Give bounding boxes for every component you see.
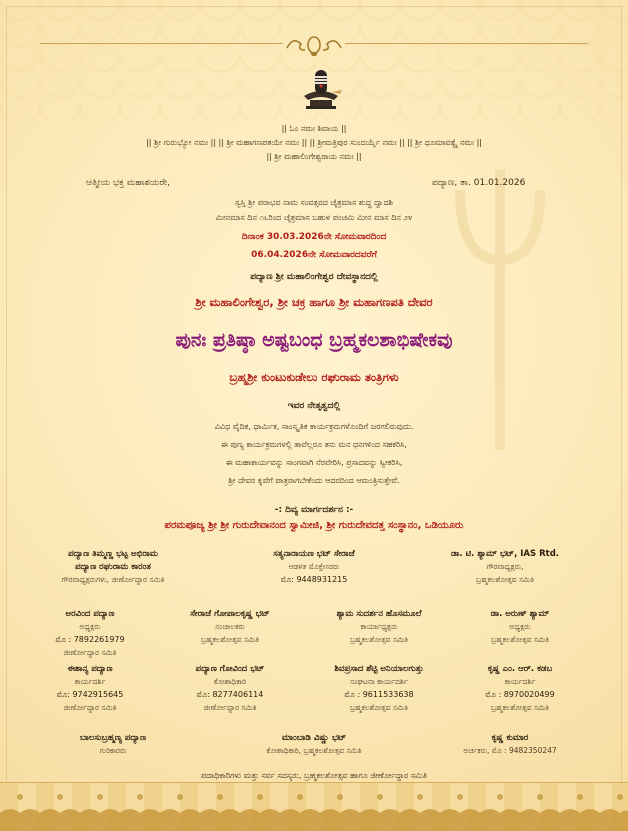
person-committee: ಜೀರ್ಣೋದ್ಧಾರ ಸಮಿತಿ bbox=[63, 703, 117, 712]
person-card bbox=[28, 733, 198, 756]
body-line-2: ಮೀನಮಾಸ ದಿನ ೧೬ರಿಂದ ಚೈತ್ರಮಾಸ ಬಹುಳ ಪಂಚಮಿ ಮೀನ ಮಾಸ ದಿನ ೨೪ bbox=[215, 213, 413, 222]
person-card bbox=[30, 664, 150, 713]
shiva-lingam-icon bbox=[296, 66, 346, 110]
person-role: ಕಾರ್ಯದರ್ಶಿ bbox=[504, 677, 536, 686]
person-role: ಕೋಶಾಧಿಕಾರಿ, ಬ್ರಹ್ಮಕಲಶೋತ್ಸವ ಸಮಿತಿ bbox=[266, 746, 362, 755]
committee-footer: ಪದಾಧಿಕಾರಿಗಳು ಮತ್ತು ಸರ್ವ ಸದಸ್ಯರು, ಬ್ರಹ್ಮಕಲಶೋತ್ಸವ ಹಾಗೂ ಜೀರ್ಣೋದ್ಧಾರ ಸಮಿತಿ bbox=[201, 771, 427, 780]
person-name: ಡಾ. ಟಿ. ಶ್ಯಾಮ್ ಭಟ್, IAS Rtd. bbox=[450, 549, 560, 559]
para-4: ಶ್ರೀ ದೇವರ ಕೃಪೆಗೆ ಪಾತ್ರರಾಗಬೇಕೆಂದು ಆದರದಿಂದ ಆಮಂತ್ರಿಸುತ್ತೇವೆ. bbox=[228, 476, 400, 485]
invocation-line-1: || ಶ್ರೀ ಗುರುಭ್ಯೋ ನಮಃ || || ಶ್ರೀ ಮಹಾಗಣಪತಯೇ ನಮಃ || || ಶ್ರೀಮತ್ರಿಪುರ ಸುಂದರ್ಯೈ ನಮಃ || || ಶ್ರೀ ಧೂಮಾವತ್ಯೈ ನಮಃ || bbox=[146, 138, 482, 147]
leadership-line: ಇವರ ನೇತೃತ್ವದಲ್ಲಿ bbox=[287, 401, 341, 411]
person-committee: ಜೀರ್ಣೋದ್ಧಾರ ಸಮಿತಿ bbox=[63, 648, 117, 657]
body-line-1: ಸ್ವಸ್ತಿ ಶ್ರೀ ಪರಾಭವ ನಾಮ ಸಂವತ್ಸರದ ಚೈತ್ರಮಾಸ ಶುದ್ಧ ದ್ವಾದಶಿ bbox=[234, 198, 394, 207]
person-phone: ಮೊ: 9448931215 bbox=[280, 575, 348, 584]
person-committee: ಬ್ರಹ್ಮಕಲಶೋತ್ಸವ ಸಮಿತಿ bbox=[349, 703, 409, 712]
person-card bbox=[425, 733, 595, 756]
person-committee: ಬ್ರಹ್ಮಕಲಶೋತ್ಸವ ಸಮಿತಿ bbox=[475, 575, 535, 584]
kalasha-ornament-icon bbox=[283, 30, 345, 58]
event-title: ಪುನಃ ಪ್ರತಿಷ್ಠಾ ಅಷ್ಟಬಂಧ ಬ್ರಹ್ಮಕಲಶಾಭಿಷೇಕವು bbox=[175, 329, 453, 351]
guidance-label: -: ದಿವ್ಯ ಮಾರ್ಗದರ್ಶನ :- bbox=[274, 505, 354, 515]
person-name: ಶ್ಯಾಮ ಸುದರ್ಶನ ಹೊಸಮೂಲೆ bbox=[336, 609, 422, 619]
place-date: ಪದ್ಯಾಣ, ತಾ. 01.01.2026 bbox=[432, 178, 526, 188]
person-committee: ಬ್ರಹ್ಮಕಲಶೋತ್ಸವ ಸಮಿತಿ bbox=[200, 635, 260, 644]
person-name: ಈಶಾನ್ಯ ಪದ್ಯಾಣ bbox=[67, 664, 113, 674]
bottom-decorative-border bbox=[0, 782, 628, 831]
person-name: ಕೃಷ್ಣ ಕುಮಾರ bbox=[491, 733, 529, 743]
person-phone: ಮೊ: 9742915645 bbox=[56, 690, 124, 699]
person-name: ಡಾ. ಅರುಣ್ ಶ್ಯಾಮ್ bbox=[490, 609, 550, 619]
salutation: ಆತ್ಮೀಯ ಭಕ್ತ ಮಹಾಶಯರೇ, bbox=[86, 178, 170, 188]
person-role: ಕಾರ್ಯದರ್ಶಿ bbox=[74, 677, 106, 686]
person-card bbox=[304, 664, 454, 713]
date-from: ದಿನಾಂಕ 30.03.2026ನೇ ಸೋಮವಾರದಿಂದ bbox=[241, 232, 387, 242]
priest: ಬ್ರಹ್ಮಶ್ರೀ ಕುಂಟುಕುಡೇಲು ರಘುರಾಮ ತಂತ್ರಿಗಳು bbox=[229, 370, 399, 384]
person-name-2: ಪದ್ಯಾಣ ರಘುರಾಮ ಕಾರಂತ bbox=[75, 562, 151, 572]
person-role: ಕೋಶಾಧಿಕಾರಿ bbox=[213, 677, 247, 686]
person-card bbox=[455, 664, 585, 713]
person-role: ಅಧ್ಯಕ್ಷರು bbox=[79, 622, 101, 631]
person-card bbox=[304, 609, 454, 645]
date-to: 06.04.2026ನೇ ಸೋಮವಾರದವರೆಗೆ bbox=[251, 250, 377, 260]
person-phone: ಮೊ : 8970020499 bbox=[485, 690, 555, 699]
paisley-border-icon bbox=[0, 783, 628, 831]
person-name: ಸೇರಾಜೆ ಗೋಪಾಲಕೃಷ್ಣ ಭಟ್ bbox=[190, 609, 270, 619]
person-role: ಸಂಘಟನಾ ಕಾರ್ಯದರ್ಶಿ bbox=[350, 677, 408, 686]
deities: ಶ್ರೀ ಮಹಾಲಿಂಗೇಶ್ವರ, ಶ್ರೀ ಚಕ್ರ ಹಾಗೂ ಶ್ರೀ ಮಹಾಗಣಪತಿ ದೇವರ bbox=[195, 295, 433, 309]
person-phone: ಮೊ: 8277406114 bbox=[196, 690, 264, 699]
venue: ಪದ್ಯಾಣ ಶ್ರೀ ಮಹಾಲಿಂಗೇಶ್ವರ ದೇವಸ್ಥಾನದಲ್ಲಿ bbox=[250, 272, 378, 282]
person-name: ಕೃಷ್ಣ ಎಂ. ಆರ್. ಕಡಬ bbox=[487, 664, 553, 674]
person-card bbox=[455, 609, 585, 645]
person-role: ಗೌರವಾಧ್ಯಕ್ಷರುಗಳು, ಜೀರ್ಣೋದ್ಧಾರ ಸಮಿತಿ bbox=[61, 575, 165, 584]
person-card bbox=[160, 664, 300, 713]
person-role: ಅಧ್ಯಕ್ಷರು bbox=[509, 622, 531, 631]
person-committee: ಜೀರ್ಣೋದ್ಧಾರ ಸಮಿತಿ bbox=[203, 703, 257, 712]
guidance-text: ಪರಮಪೂಜ್ಯ ಶ್ರೀ ಶ್ರೀ ಗುರುದೇವಾನಂದ ಸ್ವಾಮೀಜಿ, ಶ್ರೀ ಗುರುದೇವದತ್ತ ಸಂಸ್ಥಾನಂ, ಒಡಿಯೂರು bbox=[164, 520, 464, 531]
invocation-line-2: || ಶ್ರೀ ಮಹಾಲಿಂಗೇಶ್ವರಾಯ ನಮಃ || bbox=[266, 152, 362, 161]
person-role: ಗೌರವಾಧ್ಯಕ್ಷರು, bbox=[486, 562, 524, 571]
para-1: ವಿವಿಧ ವೈದಿಕ, ಧಾರ್ಮಿಕ, ಸಾಂಸ್ಕೃತಿಕ ಕಾರ್ಯಕ್ರಮಗಳೊಂದಿಗೆ ಜರಗಲಿರುವುದು. bbox=[214, 422, 414, 431]
person-card bbox=[28, 549, 198, 585]
person-name: ಸತ್ಯನಾರಾಯಣ ಭಟ್ ಸೇರಾಜೆ bbox=[273, 549, 355, 559]
person-committee: ಬ್ರಹ್ಮಕಲಶೋತ್ಸವ ಸಮಿತಿ bbox=[349, 635, 409, 644]
person-name: ಮಾಂಬಾಡಿ ವಿಷ್ಣು ಭಟ್ bbox=[281, 733, 347, 743]
person-role: ಅರ್ಚಕರು, ಮೊ : 9482350247 bbox=[463, 746, 557, 755]
om-namah-shivaya: || ಓಂ ನಮಃ ಶಿವಾಯ || bbox=[281, 124, 347, 133]
person-card bbox=[30, 609, 150, 658]
person-name: ಶಿವಪ್ರಸಾದ ಶೆಟ್ಟಿ ಅನಿಯಾಲಗುತ್ತು bbox=[334, 664, 424, 674]
para-3: ಈ ಮಹಾಕಾರ್ಯವನ್ನು ಸಾಂಗವಾಗಿ ನೆರವೇರಿಸಿ, ಪ್ರಸಾದವನ್ನು ಸ್ವೀಕರಿಸಿ, bbox=[225, 458, 403, 467]
person-name: ಬಾಲಸುಬ್ರಹ್ಮಣ್ಯ ಪದ್ಯಾಣ bbox=[79, 733, 146, 743]
person-name: ಪದ್ಯಾಣ ತಿಮ್ಮಣ್ಣ ಭಟ್ಟ ಅಭಿರಾಮ bbox=[68, 549, 158, 559]
person-committee: ಬ್ರಹ್ಮಕಲಶೋತ್ಸವ ಸಮಿತಿ bbox=[490, 635, 550, 644]
person-card bbox=[160, 609, 300, 645]
person-phone: ಮೊ : 9611533638 bbox=[344, 690, 414, 699]
person-role: ಗುರಿಕಾರರು bbox=[99, 746, 127, 755]
person-committee: ಬ್ರಹ್ಮಕಲಶೋತ್ಸವ ಸಮಿತಿ bbox=[490, 703, 550, 712]
para-2: ಈ ಪುಣ್ಯ ಕಾರ್ಯಕ್ರಮಗಳಲ್ಲಿ ತಾವೆಲ್ಲರೂ ತನು ಮನ ಧನಗಳಿಂದ ಸಹಕರಿಸಿ, bbox=[221, 440, 407, 449]
person-role: ಕಾರ್ಯಾಧ್ಯಕ್ಷರು bbox=[360, 622, 398, 631]
person-role: ಸಂಚಾಲಕರು bbox=[215, 622, 245, 631]
person-name: ಪದ್ಯಾಣ ಗೋವಿಂದ ಭಟ್ bbox=[195, 664, 265, 674]
person-card bbox=[229, 549, 399, 585]
person-card bbox=[420, 549, 590, 585]
person-name: ಅರವಿಂದ ಪದ್ಯಾಣ bbox=[65, 609, 115, 619]
person-role: ಆಡಳಿತ ಮೊಕ್ತೇಸರರು bbox=[288, 562, 340, 571]
person-phone: ಮೊ : 7892261979 bbox=[55, 635, 125, 644]
person-card bbox=[229, 733, 399, 756]
